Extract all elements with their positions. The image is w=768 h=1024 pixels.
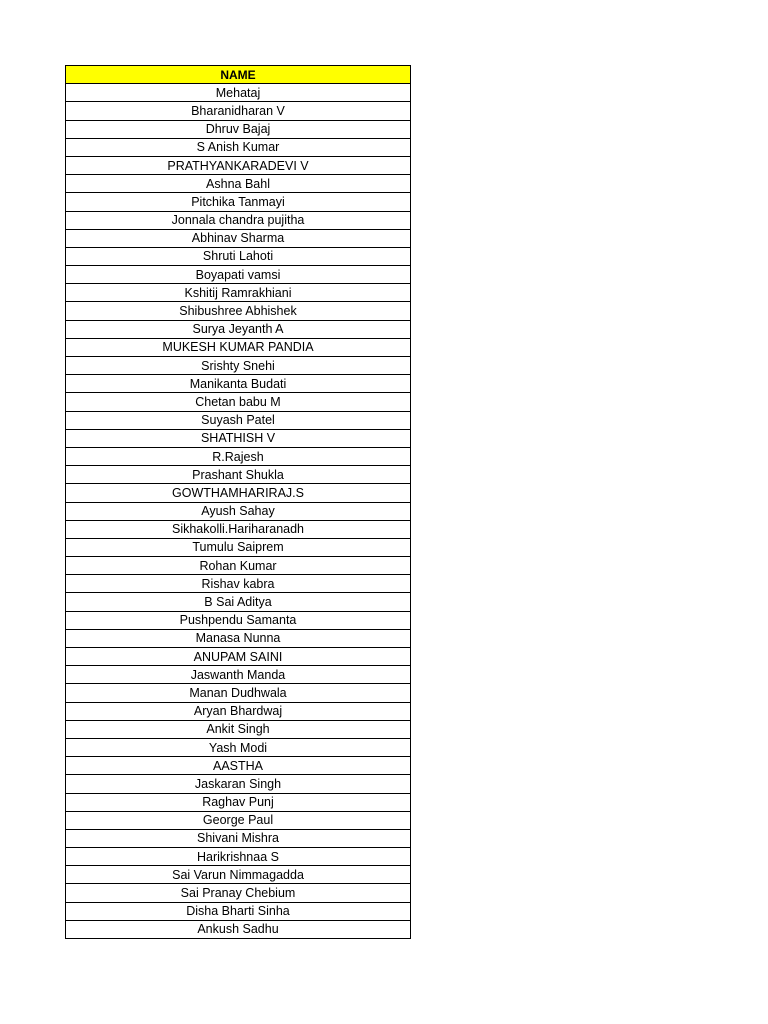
name-cell: Kshitij Ramrakhiani xyxy=(66,284,411,302)
name-cell: GOWTHAMHARIRAJ.S xyxy=(66,484,411,502)
table-row xyxy=(66,575,411,593)
table-row xyxy=(66,138,411,156)
name-cell: Tumulu Saiprem xyxy=(66,538,411,556)
table-row xyxy=(66,120,411,138)
name-cell: Disha Bharti Sinha xyxy=(66,902,411,920)
name-cell: B Sai Aditya xyxy=(66,593,411,611)
table-row xyxy=(66,211,411,229)
table-row xyxy=(66,193,411,211)
table-row xyxy=(66,757,411,775)
table-row xyxy=(66,229,411,247)
table-row xyxy=(66,284,411,302)
table-row xyxy=(66,538,411,556)
table-row xyxy=(66,684,411,702)
name-cell: Ashna Bahl xyxy=(66,175,411,193)
name-cell: Mehataj xyxy=(66,84,411,102)
table-row xyxy=(66,375,411,393)
table-row xyxy=(66,266,411,284)
table-row xyxy=(66,848,411,866)
name-cell: S Anish Kumar xyxy=(66,138,411,156)
name-cell: Ankush Sadhu xyxy=(66,920,411,938)
table-row xyxy=(66,720,411,738)
table-row xyxy=(66,775,411,793)
name-cell: Sikhakolli.Hariharanadh xyxy=(66,520,411,538)
name-cell: Manasa Nunna xyxy=(66,629,411,647)
name-cell: Abhinav Sharma xyxy=(66,229,411,247)
table-row xyxy=(66,447,411,465)
name-cell: Shruti Lahoti xyxy=(66,247,411,265)
table-row xyxy=(66,156,411,174)
name-cell: SHATHISH V xyxy=(66,429,411,447)
table-row xyxy=(66,84,411,102)
table-row xyxy=(66,702,411,720)
name-cell: MUKESH KUMAR PANDIA xyxy=(66,338,411,356)
table-row xyxy=(66,793,411,811)
table-row xyxy=(66,866,411,884)
name-cell: Harikrishnaa S xyxy=(66,848,411,866)
name-cell: Sai Varun Nimmagadda xyxy=(66,866,411,884)
name-cell: Jonnala chandra pujitha xyxy=(66,211,411,229)
table-row xyxy=(66,302,411,320)
name-cell: R.Rajesh xyxy=(66,447,411,465)
name-cell: Jaskaran Singh xyxy=(66,775,411,793)
name-cell: Shivani Mishra xyxy=(66,829,411,847)
name-cell: Ankit Singh xyxy=(66,720,411,738)
name-cell: Dhruv Bajaj xyxy=(66,120,411,138)
names-table-body xyxy=(66,84,411,939)
table-row xyxy=(66,102,411,120)
table-row xyxy=(66,593,411,611)
table-row xyxy=(66,920,411,938)
table-row xyxy=(66,738,411,756)
name-cell: Jaswanth Manda xyxy=(66,666,411,684)
name-cell: PRATHYANKARADEVI V xyxy=(66,156,411,174)
table-row xyxy=(66,557,411,575)
table-row xyxy=(66,811,411,829)
table-row xyxy=(66,520,411,538)
name-cell: Pitchika Tanmayi xyxy=(66,193,411,211)
table-row xyxy=(66,629,411,647)
name-cell: Surya Jeyanth A xyxy=(66,320,411,338)
table-row xyxy=(66,175,411,193)
table-row xyxy=(66,393,411,411)
name-cell: George Paul xyxy=(66,811,411,829)
table-row xyxy=(66,338,411,356)
table-row xyxy=(66,666,411,684)
name-cell: AASTHA xyxy=(66,757,411,775)
name-cell: Pushpendu Samanta xyxy=(66,611,411,629)
table-row xyxy=(66,648,411,666)
name-cell: Boyapati vamsi xyxy=(66,266,411,284)
name-column-header: NAME xyxy=(66,66,411,84)
name-cell: Srishty Snehi xyxy=(66,357,411,375)
table-row xyxy=(66,829,411,847)
header-row xyxy=(66,66,411,84)
name-cell: Manan Dudhwala xyxy=(66,684,411,702)
name-cell: Suyash Patel xyxy=(66,411,411,429)
name-cell: ANUPAM SAINI xyxy=(66,648,411,666)
table-row xyxy=(66,884,411,902)
table-row xyxy=(66,357,411,375)
table-row xyxy=(66,247,411,265)
table-row xyxy=(66,902,411,920)
table-row xyxy=(66,411,411,429)
name-cell: Sai Pranay Chebium xyxy=(66,884,411,902)
table-row xyxy=(66,429,411,447)
name-cell: Manikanta Budati xyxy=(66,375,411,393)
spreadsheet-page xyxy=(65,65,411,939)
name-cell: Bharanidharan V xyxy=(66,102,411,120)
names-table xyxy=(65,65,411,939)
name-cell: Ayush Sahay xyxy=(66,502,411,520)
name-cell: Chetan babu M xyxy=(66,393,411,411)
table-row xyxy=(66,466,411,484)
table-row xyxy=(66,502,411,520)
name-cell: Rishav kabra xyxy=(66,575,411,593)
name-cell: Prashant Shukla xyxy=(66,466,411,484)
name-cell: Shibushree Abhishek xyxy=(66,302,411,320)
table-row xyxy=(66,320,411,338)
table-row xyxy=(66,484,411,502)
name-cell: Rohan Kumar xyxy=(66,557,411,575)
table-row xyxy=(66,611,411,629)
name-cell: Yash Modi xyxy=(66,738,411,756)
name-cell: Raghav Punj xyxy=(66,793,411,811)
name-cell: Aryan Bhardwaj xyxy=(66,702,411,720)
